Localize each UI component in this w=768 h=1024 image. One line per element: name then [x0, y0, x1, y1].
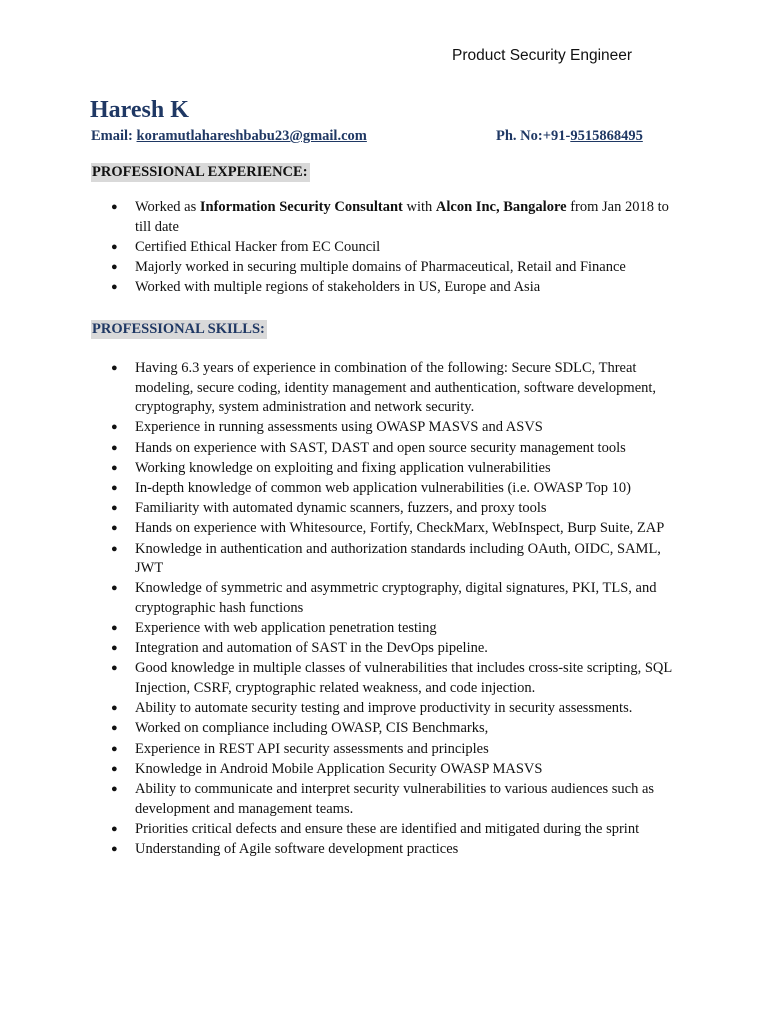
experience-section-title: PROFESSIONAL EXPERIENCE: [92, 164, 308, 180]
bullet-icon: ● [111, 622, 118, 635]
list-item: ● Ability to communicate and interpret security vulnerabilities to various audiences such as development and management teams. [111, 780, 655, 817]
list-item: ● Certified Ethical Hacker from EC Council [109, 238, 684, 258]
list-item: ● Familiarity with automated dynamic scanners, fuzzers, and proxy tools [109, 499, 684, 519]
bullet-icon: ● [111, 421, 118, 434]
bullet-icon: ● [111, 481, 118, 494]
bullet-icon: ● [111, 362, 118, 374]
list-item: ● Experience in running assessments using OWASP MASVS and ASVS [109, 418, 684, 438]
bullet-icon: ● [111, 441, 118, 454]
bullet-icon: ● [111, 762, 118, 775]
list-item: ● Integration and automation of SAST in the DevOps pipeline. [109, 639, 684, 659]
list-item: ● Working knowledge on exploiting and fixing application vulnerabilities [109, 459, 684, 479]
bullet-icon: ● [111, 281, 118, 294]
candidate-name: Haresh K [90, 97, 189, 123]
list-item: ● Having 6.3 years of experience in combination of the following: Secure SDLC, Threat modeling, secure coding, identity management and authentication, software development, cryptography, system administration and network security. [111, 360, 657, 416]
list-item: ● Experience with web application penetration testing [109, 619, 684, 639]
bullet-icon: ● [111, 461, 118, 474]
bullet-icon: ● [111, 582, 118, 595]
skills-section-title: PROFESSIONAL SKILLS: [92, 321, 265, 337]
experience-list [109, 198, 684, 298]
bullet-icon: ● [111, 662, 118, 675]
bullet-icon: ● [111, 842, 118, 855]
list-item: ● Understanding of Agile software development practices [109, 840, 684, 860]
list-item: ● In-depth knowledge of common web application vulnerabilities (i.e. OWASP Top 10) [109, 479, 684, 499]
bullet-icon: ● [111, 542, 118, 555]
list-item: ● Experience in REST API security assessments and principles [109, 740, 684, 760]
phone-block [496, 128, 643, 145]
company-name: Alcon Inc, Bangalore [435, 199, 567, 215]
list-item: ● Worked as Information Security Consultant with Alcon Inc, Bangalore from Jan 2018 to till date [111, 199, 669, 235]
bullet-icon: ● [111, 722, 118, 735]
list-item: ● Good knowledge in multiple classes of vulnerabilities that includes cross-site scripting, SQL Injection, CSRF, cryptographic related weakness, and code injection. [111, 660, 672, 697]
list-item: ● Worked with multiple regions of stakeholders in US, Europe and Asia [109, 278, 684, 298]
list-item: ● Ability to automate security testing and improve productivity in security assessments. [109, 699, 684, 719]
list-item: ● Hands on experience with SAST, DAST and open source security management tools [109, 439, 684, 459]
bullet-icon: ● [111, 742, 118, 755]
phone-link[interactable]: 9515868495 [570, 128, 643, 144]
list-item: ● Majorly worked in securing multiple domains of Pharmaceutical, Retail and Finance [109, 258, 684, 278]
bullet-icon: ● [111, 260, 118, 273]
bullet-icon: ● [111, 782, 118, 795]
phone-label: Ph. No:+91- [496, 128, 571, 144]
list-item: ● Priorities critical defects and ensure these are identified and mitigated during the sprint [109, 820, 684, 840]
bullet-icon: ● [111, 822, 118, 835]
email-link[interactable]: koramutlahareshbabu23@gmail.com [136, 128, 367, 144]
list-item: ● Knowledge in authentication and authorization standards including OAuth, OIDC, SAML, JWT [111, 540, 661, 577]
job-role: Information Security Consultant [199, 199, 403, 215]
list-item: ● Knowledge of symmetric and asymmetric cryptography, digital signatures, PKI, TLS, and cryptographic hash functions [111, 580, 657, 616]
list-item: ● Worked on compliance including OWASP, CIS Benchmarks, [109, 719, 684, 739]
bullet-icon: ● [111, 502, 118, 515]
bullet-icon: ● [111, 240, 118, 253]
email-label: Email: [91, 128, 133, 144]
bullet-icon: ● [111, 642, 118, 655]
list-item: ● Knowledge in Android Mobile Application Security OWASP MASVS [109, 760, 684, 780]
bullet-icon: ● [111, 702, 118, 715]
bullet-icon: ● [111, 522, 118, 535]
document-role-title: Product Security Engineer [452, 47, 633, 64]
bullet-icon: ● [111, 201, 118, 213]
email-block [91, 128, 367, 145]
list-item: ● Hands on experience with Whitesource, Fortify, CheckMarx, WebInspect, Burp Suite, ZAP [109, 519, 684, 539]
skills-list [109, 359, 684, 860]
